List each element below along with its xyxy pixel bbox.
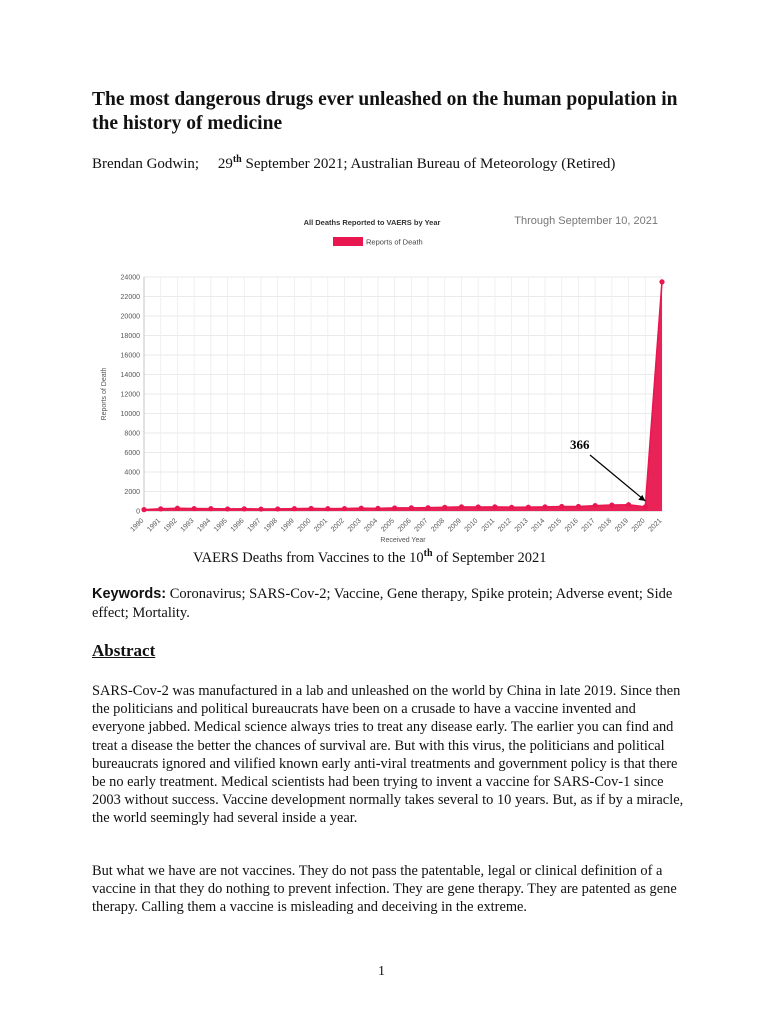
x-tick-label: 2016 [563, 517, 580, 534]
data-point [359, 506, 364, 511]
data-point [192, 506, 197, 511]
x-tick-label: 1994 [196, 517, 213, 534]
y-tick-label: 2000 [124, 489, 140, 496]
x-tick-label: 2002 [329, 517, 346, 534]
data-point [208, 506, 213, 511]
x-tick-label: 2021 [647, 517, 664, 534]
vaers-chart [92, 193, 674, 547]
y-tick-label: 20000 [120, 313, 140, 321]
abstract-heading: Abstract [92, 641, 156, 660]
byline-date-rest: September 2021; Australian Bureau of Meteorology (Retired) [241, 156, 616, 172]
y-tick-label: 0 [136, 508, 140, 516]
x-tick-label: 2010 [463, 517, 480, 534]
data-point [342, 506, 347, 511]
x-tick-label: 1993 [179, 517, 196, 534]
legend-label: Reports of Death [366, 237, 423, 247]
x-tick-label: 1992 [162, 517, 179, 534]
byline-date-suffix: th [232, 154, 242, 165]
y-tick-label: 12000 [120, 391, 140, 399]
y-tick-label: 24000 [120, 274, 140, 282]
data-point [459, 504, 464, 509]
data-point [375, 506, 380, 511]
data-point [659, 279, 664, 284]
x-tick-label: 1990 [129, 517, 146, 534]
y-tick-label: 18000 [120, 333, 140, 340]
data-point [392, 505, 397, 510]
y-tick-label: 6000 [124, 450, 140, 457]
data-point [275, 506, 280, 511]
y-tick-label: 14000 [120, 372, 140, 379]
document-title: The most dangerous drugs ever unleashed on the human population in the history of medicine [92, 89, 678, 134]
keywords [92, 585, 682, 623]
byline [92, 154, 615, 173]
caption-prefix: VAERS Deaths from Vaccines to the 10 [193, 549, 424, 566]
keywords-text: Coronavirus; SARS-Cov-2; Vaccine, Gene therapy, Spike protein; Adverse event; Side effect; Mortality. [92, 586, 673, 621]
x-tick-label: 2018 [597, 517, 614, 534]
x-tick-label: 2012 [497, 517, 514, 534]
data-point [325, 506, 330, 511]
x-tick-label: 1997 [246, 517, 263, 534]
data-point [158, 506, 163, 511]
annotation-label: 366 [570, 437, 590, 452]
data-point [175, 506, 180, 511]
data-point [442, 505, 447, 510]
abstract-paragraph-1: SARS-Cov-2 was manufactured in a lab and unleashed on the world by China in late 2019. Since then the politicians and political bureaucrats have been on a crusade to have a vaccine invented and everyone jabbed. Medical science always tries to treat any disease early. The earlier you can find and treat a disease the better the chances of survival are. But with this virus, the politicians and political bureaucrats ignored and vilified known early anti-viral treatments and government policy is that there be no early treatment. Medical scientists had been trying to invent a vaccine for SARS-Cov-1 since 2003 without success. Vaccine development normally takes several to 10 years. But, as if by a miracle, the world seemingly had several inside a year. [92, 683, 684, 827]
x-axis-label: Received Year [380, 537, 426, 544]
data-point [409, 505, 414, 510]
caption-rest: of September 2021 [432, 549, 547, 566]
data-point [643, 504, 648, 509]
x-tick-label: 2019 [614, 517, 630, 534]
x-tick-label: 2005 [380, 517, 397, 534]
x-tick-label: 2004 [363, 517, 380, 534]
y-tick-label: 8000 [124, 430, 140, 438]
y-axis-label: Reports of Death [101, 367, 108, 421]
data-point [258, 506, 263, 511]
page-number: 1 [378, 964, 385, 979]
y-tick-label: 22000 [120, 294, 140, 301]
x-tick-label: 2006 [396, 517, 413, 534]
data-point [476, 504, 481, 509]
y-tick-label: 4000 [124, 469, 140, 477]
data-point [425, 505, 430, 510]
x-tick-label: 2000 [296, 517, 313, 534]
x-tick-label: 2020 [630, 517, 647, 534]
legend-swatch [333, 237, 363, 246]
x-tick-label: 1998 [263, 517, 280, 534]
data-point [609, 502, 614, 507]
x-tick-label: 2001 [313, 517, 330, 534]
data-point [626, 502, 631, 507]
data-point [559, 504, 564, 509]
data-point [308, 506, 313, 511]
data-point [576, 504, 581, 509]
data-point [141, 507, 146, 512]
data-point [242, 506, 247, 511]
abstract-paragraph-2: But what we have are not vaccines. They do not pass the patentable, legal or clinical definition of a vaccine in that they do nothing to prevent infection. They are gene therapy. They are patented as gene therapy. Calling them a vaccine is misleading and deceiving in the extreme. [92, 863, 677, 916]
x-tick-label: 2009 [446, 517, 463, 534]
data-point [593, 503, 598, 508]
chart-title: All Deaths Reported to VAERS by Year [303, 218, 441, 227]
byline-author: Brendan Godwin; [92, 156, 200, 172]
annotation-arrow-line [590, 455, 645, 501]
chart-subtitle: Through September 10, 2021 [514, 215, 658, 227]
data-point [509, 505, 514, 510]
x-tick-label: 2017 [580, 517, 597, 534]
x-tick-label: 2003 [346, 517, 363, 534]
x-tick-label: 1996 [229, 517, 246, 534]
data-point [542, 504, 547, 509]
caption-suffix: th [423, 548, 433, 559]
x-tick-label: 1995 [212, 517, 229, 534]
byline-date-day: 29 [217, 156, 233, 172]
data-point [225, 506, 230, 511]
chart-svg [92, 193, 674, 547]
x-tick-label: 2007 [413, 517, 430, 534]
x-tick-label: 2008 [430, 517, 447, 534]
data-point [526, 505, 531, 510]
x-tick-label: 2011 [480, 517, 497, 534]
figure-caption [193, 548, 547, 567]
y-tick-label: 16000 [120, 352, 140, 360]
keywords-label: Keywords: [92, 586, 167, 602]
x-tick-label: 1991 [146, 517, 163, 534]
data-point [292, 506, 297, 511]
x-tick-label: 2014 [530, 517, 547, 534]
x-tick-label: 1999 [279, 517, 296, 534]
x-tick-label: 2015 [547, 517, 564, 534]
data-point [492, 504, 497, 509]
y-tick-label: 10000 [120, 411, 140, 418]
x-tick-label: 2013 [513, 517, 530, 534]
